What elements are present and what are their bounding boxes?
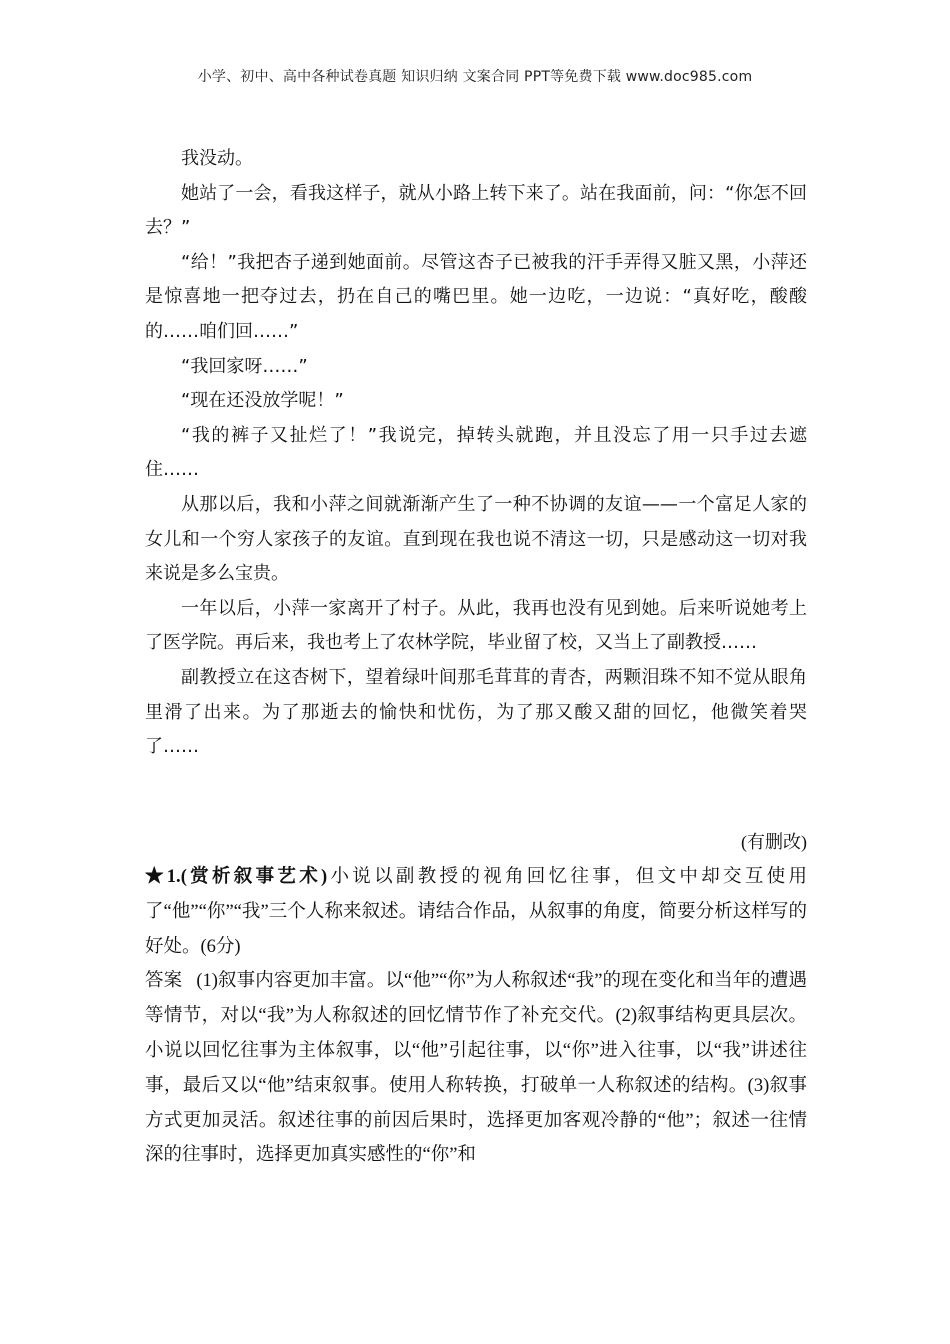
answer-label: 答案 — [145, 971, 183, 992]
question-marker: ★1. — [145, 867, 181, 887]
story-paragraph: “现在还没放学呢！” — [181, 390, 344, 412]
source-note: (有删改) — [741, 832, 807, 852]
story-paragraph: 副教授立在这杏树下，望着绿叶间那毛茸茸的青杏，两颗泪珠不知不觉从眼角里滑了出来。为了那逝去的愉快和忧伤，为了那又酸又甜的回忆，他微笑着哭了…… — [145, 666, 807, 758]
story-paragraph: “给！”我把杏子递到她面前。尽管这杏子已被我的汗手弄得又脏又黑，小萍还是惊喜地一把夺过去，扔在自己的嘴巴里。她一边吃，一边说：“真好吃，酸酸的……咱们回……” — [145, 251, 807, 342]
story-paragraph: 她站了一会，看我这样子，就从小路上转下来了。站在我面前，问：“你怎不回去？” — [145, 182, 807, 239]
question-text: 小说以副教授的视角回忆往事，但文中却交互使用了“他”“你”“我”三个人称来叙述。请结合作品，从叙事的角度，简要分析这样写的好处。(6分) — [145, 867, 807, 957]
story-paragraph: 从那以后，我和小萍之间就渐渐产生了一种不协调的友谊——一个富足人家的女儿和一个穷人家孩子的友谊。直到现在我也说不清这一切，只是感动这一切对我来说是多么宝贵。 — [145, 493, 807, 585]
answer — [145, 964, 807, 1173]
story-paragraph: “我的裤子又扯烂了！”我说完，掉转头就跑，并且没忘了用一只手过去遮住…… — [145, 424, 807, 481]
story-paragraph: 一年以后，小萍一家离开了村子。从此，我再也没有见到她。后来听说她考上了医学院。再后来，我也考上了农林学院，毕业留了校，又当上了副教授…… — [145, 597, 807, 654]
answer-text: (1)叙事内容更加丰富。以“他”“你”为人称叙述“我”的现在变化和当年的遭遇等情节，对以“我”为人称叙述的回忆情节作了补充交代。(2)叙事结构更具层次。小说以回忆往事为主体叙事，以“他”引起往事，以“你”进入往事，以“我”讲述往事，最后又以“他”结束叙事。使用人称转换，打破单一人称叙述的结构。(3)叙事方式更加灵活。叙述往事的前因后果时，选择更加客观冷静的“他”；叙述一往情深的往事时，选择更加真实感性的“你”和 — [145, 971, 807, 1166]
question — [145, 860, 807, 964]
page-header: 小学、初中、高中各种试卷真题 知识归纳 文案合同 PPT等免费下载 www.doc985.com — [197, 69, 753, 85]
story-paragraph: “我回家呀……” — [181, 355, 308, 377]
story-excerpt — [145, 142, 807, 765]
story-paragraph: 我没动。 — [181, 148, 253, 169]
question-tag: (赏析叙事艺术) — [180, 867, 328, 887]
question-answer-block — [145, 860, 807, 1173]
